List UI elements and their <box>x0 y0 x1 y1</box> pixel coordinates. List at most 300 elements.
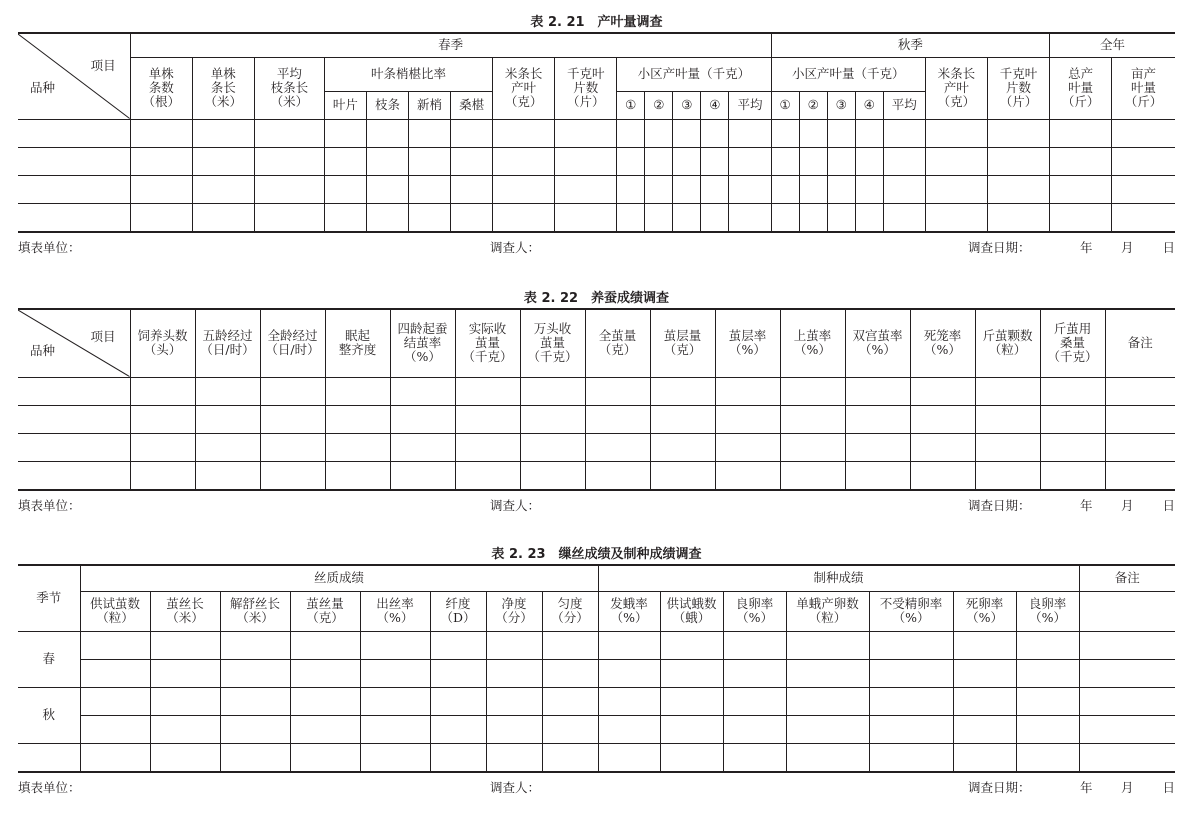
column-header: 五龄经过 （日/时） <box>195 309 260 377</box>
column-header: 死笼率 （%） <box>910 309 975 377</box>
table-cell[interactable] <box>18 433 130 461</box>
table-cell[interactable] <box>673 203 701 232</box>
table-cell[interactable] <box>360 743 430 772</box>
table-cell[interactable] <box>1016 659 1079 687</box>
column-header: 饲养头数 （头） <box>130 309 195 377</box>
table-cell[interactable] <box>542 687 598 715</box>
column-header: 茧层率 （%） <box>715 309 780 377</box>
table-cell[interactable] <box>715 377 780 405</box>
table-cell[interactable] <box>520 433 585 461</box>
table-cell[interactable] <box>786 715 869 743</box>
corner-variety-label: 品种 <box>30 79 56 95</box>
table-cell[interactable] <box>799 203 827 232</box>
table-cell[interactable] <box>130 405 195 433</box>
table-cell[interactable] <box>1016 743 1079 772</box>
table-cell[interactable] <box>360 659 430 687</box>
table-cell[interactable] <box>451 119 493 147</box>
table-cell[interactable] <box>786 687 869 715</box>
table-cell[interactable] <box>1105 433 1175 461</box>
table-2-23-section <box>18 545 1175 797</box>
column-header: 斤茧颗数 （粒） <box>975 309 1040 377</box>
table-cell[interactable] <box>290 687 360 715</box>
table-cell[interactable] <box>409 203 451 232</box>
table-cell[interactable] <box>845 461 910 490</box>
table-cell[interactable] <box>430 659 486 687</box>
table-cell[interactable] <box>254 119 324 147</box>
table-cell[interactable] <box>855 147 883 175</box>
table-cell[interactable] <box>195 461 260 490</box>
table-cell[interactable] <box>486 687 542 715</box>
seed-column-header: 良卵率 （%） <box>723 591 786 631</box>
table-cell[interactable] <box>723 715 786 743</box>
table-cell[interactable] <box>130 147 192 175</box>
table-cell[interactable] <box>701 147 729 175</box>
footer-year: 年 <box>1080 239 1093 255</box>
table-row <box>18 715 1175 743</box>
table-cell[interactable] <box>455 377 520 405</box>
table-cell[interactable] <box>18 147 130 175</box>
table-cell[interactable] <box>975 461 1040 490</box>
table-cell[interactable] <box>555 175 617 203</box>
table-cell[interactable] <box>150 743 220 772</box>
table-cell[interactable] <box>585 405 650 433</box>
table-cell[interactable] <box>409 147 451 175</box>
table-cell[interactable] <box>1016 687 1079 715</box>
table-cell[interactable] <box>195 405 260 433</box>
table-cell[interactable] <box>701 119 729 147</box>
table-cell[interactable] <box>451 147 493 175</box>
table-cell[interactable] <box>771 203 799 232</box>
table-cell[interactable] <box>1050 147 1112 175</box>
table-cell[interactable] <box>18 175 130 203</box>
table-cell[interactable] <box>360 631 430 659</box>
table-cell[interactable] <box>1105 405 1175 433</box>
table-cell[interactable] <box>455 461 520 490</box>
table-cell[interactable] <box>598 743 660 772</box>
table-cell[interactable] <box>493 147 555 175</box>
table-cell[interactable] <box>598 715 660 743</box>
table-cell[interactable] <box>195 377 260 405</box>
table-cell[interactable] <box>598 659 660 687</box>
col-xinshao: 新梢 <box>409 91 451 119</box>
table-cell[interactable] <box>192 175 254 203</box>
table-cell[interactable] <box>430 687 486 715</box>
table-cell[interactable] <box>650 377 715 405</box>
table-cell[interactable] <box>192 203 254 232</box>
table-cell[interactable] <box>617 203 645 232</box>
col-plot-2: ② <box>799 91 827 119</box>
table-cell[interactable] <box>220 631 290 659</box>
table-cell[interactable] <box>617 147 645 175</box>
col-plot-avg: 平均 <box>729 91 771 119</box>
table-cell[interactable] <box>366 119 408 147</box>
table-cell[interactable] <box>729 175 771 203</box>
table-cell[interactable] <box>975 433 1040 461</box>
col-mu: 亩产 叶量 （斤） <box>1112 57 1175 119</box>
table-2-22-section <box>18 289 1175 515</box>
table-row <box>18 405 1175 433</box>
table-cell[interactable] <box>493 203 555 232</box>
table-cell[interactable] <box>254 203 324 232</box>
table-cell[interactable] <box>325 405 390 433</box>
table-cell[interactable] <box>80 631 150 659</box>
table-cell[interactable] <box>130 461 195 490</box>
table-cell[interactable] <box>910 377 975 405</box>
table-cell[interactable] <box>723 687 786 715</box>
table-cell[interactable] <box>673 147 701 175</box>
table-cell[interactable] <box>324 175 366 203</box>
table-cell[interactable] <box>715 405 780 433</box>
table-cell[interactable] <box>366 147 408 175</box>
table-title: 表 2. 21 产叶量调查 <box>530 15 663 30</box>
table-cell[interactable] <box>1016 715 1079 743</box>
table-cell[interactable] <box>660 659 723 687</box>
table-cell[interactable] <box>645 119 673 147</box>
table-cell[interactable] <box>673 175 701 203</box>
table-cell[interactable] <box>780 461 845 490</box>
col-qianke: 千克叶 片数 （片） <box>555 57 617 119</box>
table-cell[interactable] <box>542 743 598 772</box>
table-cell[interactable] <box>869 631 953 659</box>
table-cell[interactable] <box>660 687 723 715</box>
table-cell[interactable] <box>290 659 360 687</box>
table-cell[interactable] <box>1040 433 1105 461</box>
table-cell[interactable] <box>192 147 254 175</box>
table-cell[interactable] <box>18 203 130 232</box>
table-cell[interactable] <box>780 377 845 405</box>
table-cell[interactable] <box>715 433 780 461</box>
fullyear-header: 全年 <box>1050 33 1175 57</box>
column-header: 实际收 茧量 （千克） <box>455 309 520 377</box>
table-cell[interactable] <box>542 715 598 743</box>
column-header: 四龄起蚕 结茧率 （%） <box>390 309 455 377</box>
table-cell[interactable] <box>18 119 130 147</box>
table-cell[interactable] <box>723 631 786 659</box>
table-cell[interactable] <box>953 659 1016 687</box>
autumn-header: 秋季 <box>771 33 1049 57</box>
table-cell[interactable] <box>290 631 360 659</box>
table-cell[interactable] <box>910 405 975 433</box>
table-cell[interactable] <box>650 405 715 433</box>
table-cell[interactable] <box>1105 377 1175 405</box>
footer-year: 年 <box>1080 779 1093 795</box>
seed-column-header: 发蛾率 （%） <box>598 591 660 631</box>
table-cell[interactable] <box>325 461 390 490</box>
table-cell[interactable] <box>1040 461 1105 490</box>
table-cell[interactable] <box>430 631 486 659</box>
table-cell[interactable] <box>324 203 366 232</box>
table-cell[interactable] <box>390 405 455 433</box>
table-cell[interactable] <box>1079 659 1175 687</box>
table-cell[interactable] <box>1079 631 1175 659</box>
table-cell[interactable] <box>645 175 673 203</box>
table-cell[interactable] <box>360 715 430 743</box>
table-cell[interactable] <box>598 687 660 715</box>
table-cell[interactable] <box>953 743 1016 772</box>
table-cell[interactable] <box>883 119 925 147</box>
table-cell[interactable] <box>925 203 987 232</box>
table-cell[interactable] <box>260 461 325 490</box>
table-cell[interactable] <box>455 405 520 433</box>
table-cell[interactable] <box>520 461 585 490</box>
table-cell[interactable] <box>1112 119 1175 147</box>
footer-day: 日 <box>1162 497 1175 513</box>
table-cell[interactable] <box>650 461 715 490</box>
table-cell[interactable] <box>260 377 325 405</box>
table-cell[interactable] <box>80 715 150 743</box>
table-cell[interactable] <box>883 175 925 203</box>
table-cell[interactable] <box>883 203 925 232</box>
table-cell[interactable] <box>366 175 408 203</box>
table-cell[interactable] <box>925 175 987 203</box>
table-cell[interactable] <box>409 119 451 147</box>
table-row <box>18 175 1175 203</box>
table-cell[interactable] <box>987 119 1049 147</box>
col-mitiao: 米条长 产叶 （克） <box>493 57 555 119</box>
table-cell[interactable] <box>660 715 723 743</box>
table-cell[interactable] <box>254 175 324 203</box>
table-cell[interactable] <box>430 715 486 743</box>
table-row <box>18 659 1175 687</box>
table-footer <box>18 497 1175 515</box>
table-cell[interactable] <box>855 119 883 147</box>
table-row <box>18 743 1175 772</box>
table-cell[interactable] <box>1079 687 1175 715</box>
table-cell[interactable] <box>585 377 650 405</box>
table-cell[interactable] <box>455 433 520 461</box>
table-cell[interactable] <box>1040 405 1105 433</box>
table-cell[interactable] <box>130 175 192 203</box>
table-row <box>18 377 1175 405</box>
table-cell[interactable] <box>542 631 598 659</box>
table-cell[interactable] <box>220 743 290 772</box>
table-cell[interactable] <box>910 433 975 461</box>
table-cell[interactable] <box>324 119 366 147</box>
table-cell[interactable] <box>451 175 493 203</box>
table-cell[interactable] <box>701 175 729 203</box>
table-cell[interactable] <box>953 687 1016 715</box>
table-cell[interactable] <box>1105 461 1175 490</box>
table-cell[interactable] <box>925 119 987 147</box>
table-cell[interactable] <box>953 715 1016 743</box>
corner-header <box>18 309 130 377</box>
table-cell[interactable] <box>827 119 855 147</box>
col-xiaoqu-autumn: 小区产叶量（千克） <box>771 57 925 91</box>
table-cell[interactable] <box>542 659 598 687</box>
table-row <box>18 119 1175 147</box>
table-cell[interactable] <box>220 715 290 743</box>
table-cell[interactable] <box>827 203 855 232</box>
table-cell[interactable] <box>827 147 855 175</box>
table-cell[interactable] <box>555 147 617 175</box>
table-cell[interactable] <box>975 405 1040 433</box>
table-cell[interactable] <box>910 461 975 490</box>
table-cell[interactable] <box>617 175 645 203</box>
table-cell[interactable] <box>650 433 715 461</box>
table-cell[interactable] <box>645 147 673 175</box>
table-cell[interactable] <box>869 687 953 715</box>
table-cell[interactable] <box>150 715 220 743</box>
table-cell[interactable] <box>130 119 192 147</box>
table-cell[interactable] <box>780 405 845 433</box>
table-cell[interactable] <box>585 461 650 490</box>
table-cell[interactable] <box>987 203 1049 232</box>
table-cell[interactable] <box>869 715 953 743</box>
column-header: 双宫茧率 （%） <box>845 309 910 377</box>
table-cell[interactable] <box>987 147 1049 175</box>
table-cell[interactable] <box>260 405 325 433</box>
table-cell[interactable] <box>883 147 925 175</box>
table-cell[interactable] <box>1079 715 1175 743</box>
table-cell[interactable] <box>953 631 1016 659</box>
table-cell[interactable] <box>80 743 150 772</box>
season-spring: 春 <box>18 631 80 687</box>
silk-column-header: 出丝率 （%） <box>360 591 430 631</box>
table-cell[interactable] <box>150 631 220 659</box>
table-cell[interactable] <box>975 377 1040 405</box>
table-cell[interactable] <box>150 659 220 687</box>
table-cell[interactable] <box>18 377 130 405</box>
table-cell[interactable] <box>987 175 1049 203</box>
table-cell[interactable] <box>771 147 799 175</box>
table-cell[interactable] <box>598 631 660 659</box>
table-cell[interactable] <box>660 743 723 772</box>
table-cell[interactable] <box>18 405 130 433</box>
table-cell[interactable] <box>260 433 325 461</box>
table-cell[interactable] <box>1112 147 1175 175</box>
table-cell[interactable] <box>855 203 883 232</box>
table-cell[interactable] <box>150 687 220 715</box>
season-blank <box>18 743 80 772</box>
table-cell[interactable] <box>869 743 953 772</box>
table-cell[interactable] <box>617 119 645 147</box>
column-header: 眠起 整齐度 <box>325 309 390 377</box>
table-cell[interactable] <box>1040 377 1105 405</box>
table-row <box>18 461 1175 490</box>
table-cell[interactable] <box>729 119 771 147</box>
table-cell[interactable] <box>799 175 827 203</box>
table-cell[interactable] <box>827 175 855 203</box>
table-cell[interactable] <box>195 433 260 461</box>
table-cell[interactable] <box>130 433 195 461</box>
table-cell[interactable] <box>130 203 192 232</box>
footer-investigator: 调查人： <box>490 239 541 255</box>
table-cell[interactable] <box>1050 175 1112 203</box>
table-cell[interactable] <box>290 743 360 772</box>
table-cell[interactable] <box>80 687 150 715</box>
table-cell[interactable] <box>845 405 910 433</box>
table-cell[interactable] <box>1112 175 1175 203</box>
footer-day: 日 <box>1162 779 1175 795</box>
table-cell[interactable] <box>430 743 486 772</box>
table-footer <box>18 779 1175 797</box>
table-cell[interactable] <box>220 659 290 687</box>
table-cell[interactable] <box>18 461 130 490</box>
table-cell[interactable] <box>723 659 786 687</box>
table-cell[interactable] <box>555 203 617 232</box>
table-cell[interactable] <box>799 119 827 147</box>
table-cell[interactable] <box>493 175 555 203</box>
remark-column <box>1079 591 1175 631</box>
table-cell[interactable] <box>254 147 324 175</box>
footer-unit: 填表单位： <box>18 779 81 795</box>
table-cell[interactable] <box>486 659 542 687</box>
table-cell[interactable] <box>325 433 390 461</box>
table-cell[interactable] <box>486 631 542 659</box>
table-cell[interactable] <box>360 687 430 715</box>
table-cell[interactable] <box>1079 743 1175 772</box>
table-cell[interactable] <box>771 175 799 203</box>
table-cell[interactable] <box>845 433 910 461</box>
table-cell[interactable] <box>855 175 883 203</box>
table-cell[interactable] <box>780 433 845 461</box>
diagonal-line <box>18 34 130 119</box>
table-cell[interactable] <box>799 147 827 175</box>
table-cell[interactable] <box>786 631 869 659</box>
table-footer <box>18 239 1175 257</box>
silk-column-header: 净度 （分） <box>486 591 542 631</box>
footer-month: 月 <box>1121 239 1134 255</box>
table-cell[interactable] <box>220 687 290 715</box>
table-cell[interactable] <box>645 203 673 232</box>
silk-column-header: 茧丝长 （米） <box>150 591 220 631</box>
table-cell[interactable] <box>845 377 910 405</box>
table-cell[interactable] <box>1050 203 1112 232</box>
table-cell[interactable] <box>729 147 771 175</box>
column-header: 全茧量 （克） <box>585 309 650 377</box>
corner-variety-label: 品种 <box>30 342 56 358</box>
table-cell[interactable] <box>673 119 701 147</box>
table-cell[interactable] <box>80 659 150 687</box>
table-cell[interactable] <box>715 461 780 490</box>
table-cell[interactable] <box>786 743 869 772</box>
table-cell[interactable] <box>555 119 617 147</box>
table-cell[interactable] <box>486 743 542 772</box>
table-2-23 <box>18 564 1175 773</box>
table-cell[interactable] <box>130 377 195 405</box>
table-cell[interactable] <box>1112 203 1175 232</box>
remark-header: 备注 <box>1079 565 1175 591</box>
table-cell[interactable] <box>925 147 987 175</box>
table-cell[interactable] <box>520 377 585 405</box>
table-cell[interactable] <box>1050 119 1112 147</box>
table-cell[interactable] <box>390 377 455 405</box>
table-cell[interactable] <box>869 659 953 687</box>
table-cell[interactable] <box>325 377 390 405</box>
table-cell[interactable] <box>290 715 360 743</box>
table-cell[interactable] <box>660 631 723 659</box>
table-cell[interactable] <box>324 147 366 175</box>
table-cell[interactable] <box>192 119 254 147</box>
table-cell[interactable] <box>701 203 729 232</box>
table-cell[interactable] <box>520 405 585 433</box>
table-cell[interactable] <box>786 659 869 687</box>
table-cell[interactable] <box>723 743 786 772</box>
table-cell[interactable] <box>451 203 493 232</box>
table-cell[interactable] <box>585 433 650 461</box>
table-cell[interactable] <box>390 461 455 490</box>
table-cell[interactable] <box>771 119 799 147</box>
table-cell[interactable] <box>390 433 455 461</box>
seed-column-header: 不受精卵率 （%） <box>869 591 953 631</box>
table-cell[interactable] <box>493 119 555 147</box>
table-cell[interactable] <box>1016 631 1079 659</box>
table-cell[interactable] <box>729 203 771 232</box>
table-cell[interactable] <box>366 203 408 232</box>
table-2-21 <box>18 32 1175 233</box>
table-cell[interactable] <box>486 715 542 743</box>
table-cell[interactable] <box>409 175 451 203</box>
